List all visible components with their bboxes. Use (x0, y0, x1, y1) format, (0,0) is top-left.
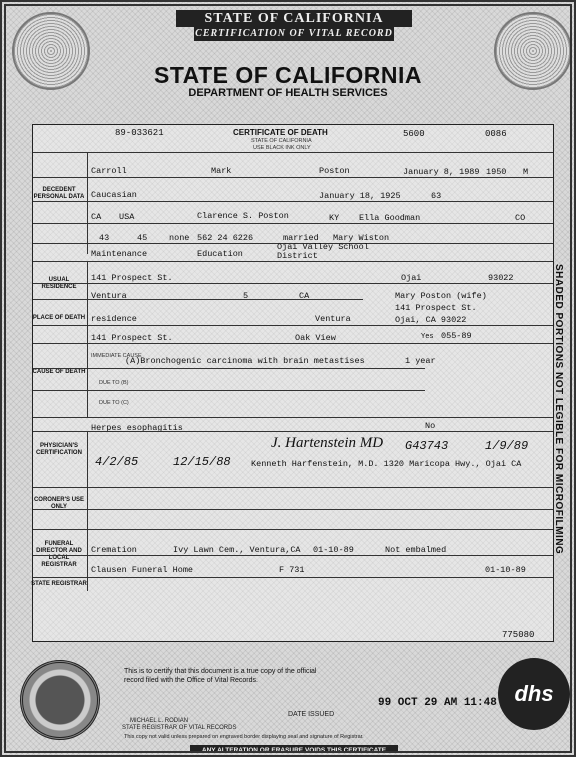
microfilm-notice: SHADED PORTIONS NOT LEGIBLE FOR MICROFILMING (553, 264, 564, 555)
section-physician: PHYSICIAN'S CERTIFICATION (36, 443, 82, 456)
physician-signature: J. Hartenstein MD (271, 435, 384, 451)
certification-statement (124, 667, 316, 685)
banner-state: STATE OF CALIFORNIA (176, 10, 412, 27)
spouse-name: Mary Wiston (333, 233, 390, 243)
coroner-reference: 055-89 (441, 331, 472, 341)
certify-line-2: record filed with the Office of Vital Records. (124, 677, 258, 684)
registration-date: 01-10-89 (485, 565, 526, 575)
section-funeral: FUNERAL DIRECTOR AND LOCAL REGISTRAR (36, 541, 82, 568)
informant-street: 141 Prospect St. (395, 303, 477, 313)
birth-state: CA (91, 212, 102, 222)
dhs-logo-icon: dhs (498, 658, 570, 730)
form-title: CERTIFICATE OF DEATH (233, 128, 328, 137)
section-decedent: DECEDENT PERSONAL DATA (33, 187, 85, 200)
informant-city: Ojai, CA 93022 (395, 315, 467, 325)
military-none: none (169, 233, 190, 243)
employer: Ojai Valley School District (277, 242, 369, 261)
birth-date: January 18, 1925 (319, 191, 401, 201)
date-of-death: January 8, 1989 (403, 167, 480, 177)
kind-of-business: Education (197, 249, 243, 259)
section-cause-of-death: CAUSE OF DEATH (32, 369, 86, 375)
place-of-disposition: Ivy Lawn Cem., Ventura,CA (173, 545, 301, 555)
marital-status: married (283, 233, 319, 243)
registrar-name: MICHAEL L. RODIAN (130, 718, 189, 724)
mother-name: Ella Goodman (359, 213, 421, 223)
decedent-middle-name: Mark (211, 166, 232, 176)
residence-county: Ventura (91, 291, 127, 301)
place-street: 141 Prospect St. (91, 333, 173, 343)
years-in-county: 5 (243, 291, 249, 301)
local-number-a: 5600 (403, 129, 425, 139)
decedent-first-name: Carroll (91, 166, 127, 176)
due-to-b-label: DUE TO (B) (99, 380, 129, 386)
decedent-age: 63 (431, 191, 442, 201)
due-to-c-label: DUE TO (C) (99, 400, 129, 406)
physician-date-signed: 1/9/89 (485, 439, 529, 453)
decedent-race: Caucasian (91, 190, 137, 200)
funeral-home: Clausen Funeral Home (91, 565, 194, 575)
father-name: Clarence S. Poston (197, 211, 289, 221)
physician-license: G43743 (405, 439, 449, 453)
form-ink-note: USE BLACK INK ONLY (253, 145, 311, 151)
cause-interval: 1 year (405, 356, 436, 366)
attended-since: 4/2/85 (95, 455, 139, 469)
place-city: Oak View (295, 333, 336, 343)
registrar-title: STATE REGISTRAR OF VITAL RECORDS (122, 725, 237, 731)
validity-notice: This copy not valid unless prepared on engraved border displaying seal and signature of Registrar. (124, 734, 364, 740)
place-county: Ventura (315, 314, 351, 324)
military-to: 45 (137, 233, 148, 243)
certificate-serial: 775080 (502, 630, 535, 640)
section-place-of-death: PLACE OF DEATH (32, 315, 86, 321)
page-title: STATE OF CALIFORNIA (153, 62, 422, 88)
immediate-cause-label: IMMEDIATE CAUSE (91, 353, 142, 359)
residence-street: 141 Prospect St. (91, 273, 173, 283)
state-seal-icon (20, 660, 100, 740)
banner-certification: CERTIFICATION OF VITAL RECORD (195, 28, 393, 39)
section-coroner: CORONER'S USE ONLY (33, 497, 85, 510)
other-conditions: Herpes esophagitis (91, 423, 183, 433)
residence-city: Ojai (401, 273, 422, 283)
occupation: Maintenance (91, 249, 148, 259)
certificate-form (32, 124, 554, 642)
department-name: DEPARTMENT OF HEALTH SERVICES (188, 87, 388, 99)
physician-name-address: Kenneth Harfenstein, M.D. 1320 Maricopa Hwy., Ojai CA (251, 459, 522, 469)
state-file-number: 89-033621 (115, 128, 164, 138)
operation-performed: No (425, 421, 436, 431)
mother-birthplace: CO (515, 213, 526, 223)
place-of-death: residence (91, 314, 137, 324)
section-usual-residence: USUAL RESIDENCE (41, 277, 77, 290)
disposition: Cremation (91, 545, 137, 555)
disposition-date: 01-10-89 (313, 545, 354, 555)
hour-of-death: 1950 (486, 167, 507, 177)
local-number-b: 0086 (485, 129, 507, 139)
embalmer: Not embalmed (385, 545, 447, 555)
informant-name: Mary Poston (wife) (395, 291, 487, 301)
decedent-last-name: Poston (319, 166, 350, 176)
residence-zip: 93022 (488, 273, 514, 283)
immediate-cause: (A)Bronchogenic carcinoma with brain metastises (125, 356, 365, 366)
father-birthplace: KY (329, 213, 340, 223)
military-from: 43 (99, 233, 110, 243)
section-state-registrar: STATE REGISTRAR (31, 581, 87, 587)
residence-state: CA (299, 291, 310, 301)
coroner-yes: Yes (421, 333, 434, 341)
social-security-number: 562 24 6226 (197, 233, 254, 243)
date-issued-label: DATE ISSUED (288, 711, 335, 718)
citizen-of: USA (119, 212, 135, 222)
form-subtitle: STATE OF CALIFORNIA (251, 138, 312, 144)
certify-line-1: This is to certify that this document is a true copy of the official (124, 668, 317, 675)
alteration-warning: ANY ALTERATION OR ERASURE VOIDS THIS CERTIFICATE (190, 745, 398, 756)
funeral-license: F 731 (279, 565, 305, 575)
decedent-sex: M (523, 167, 529, 177)
last-seen-alive: 12/15/88 (173, 455, 231, 469)
issue-stamp: 99 OCT 29 AM 11:48 (378, 697, 497, 709)
